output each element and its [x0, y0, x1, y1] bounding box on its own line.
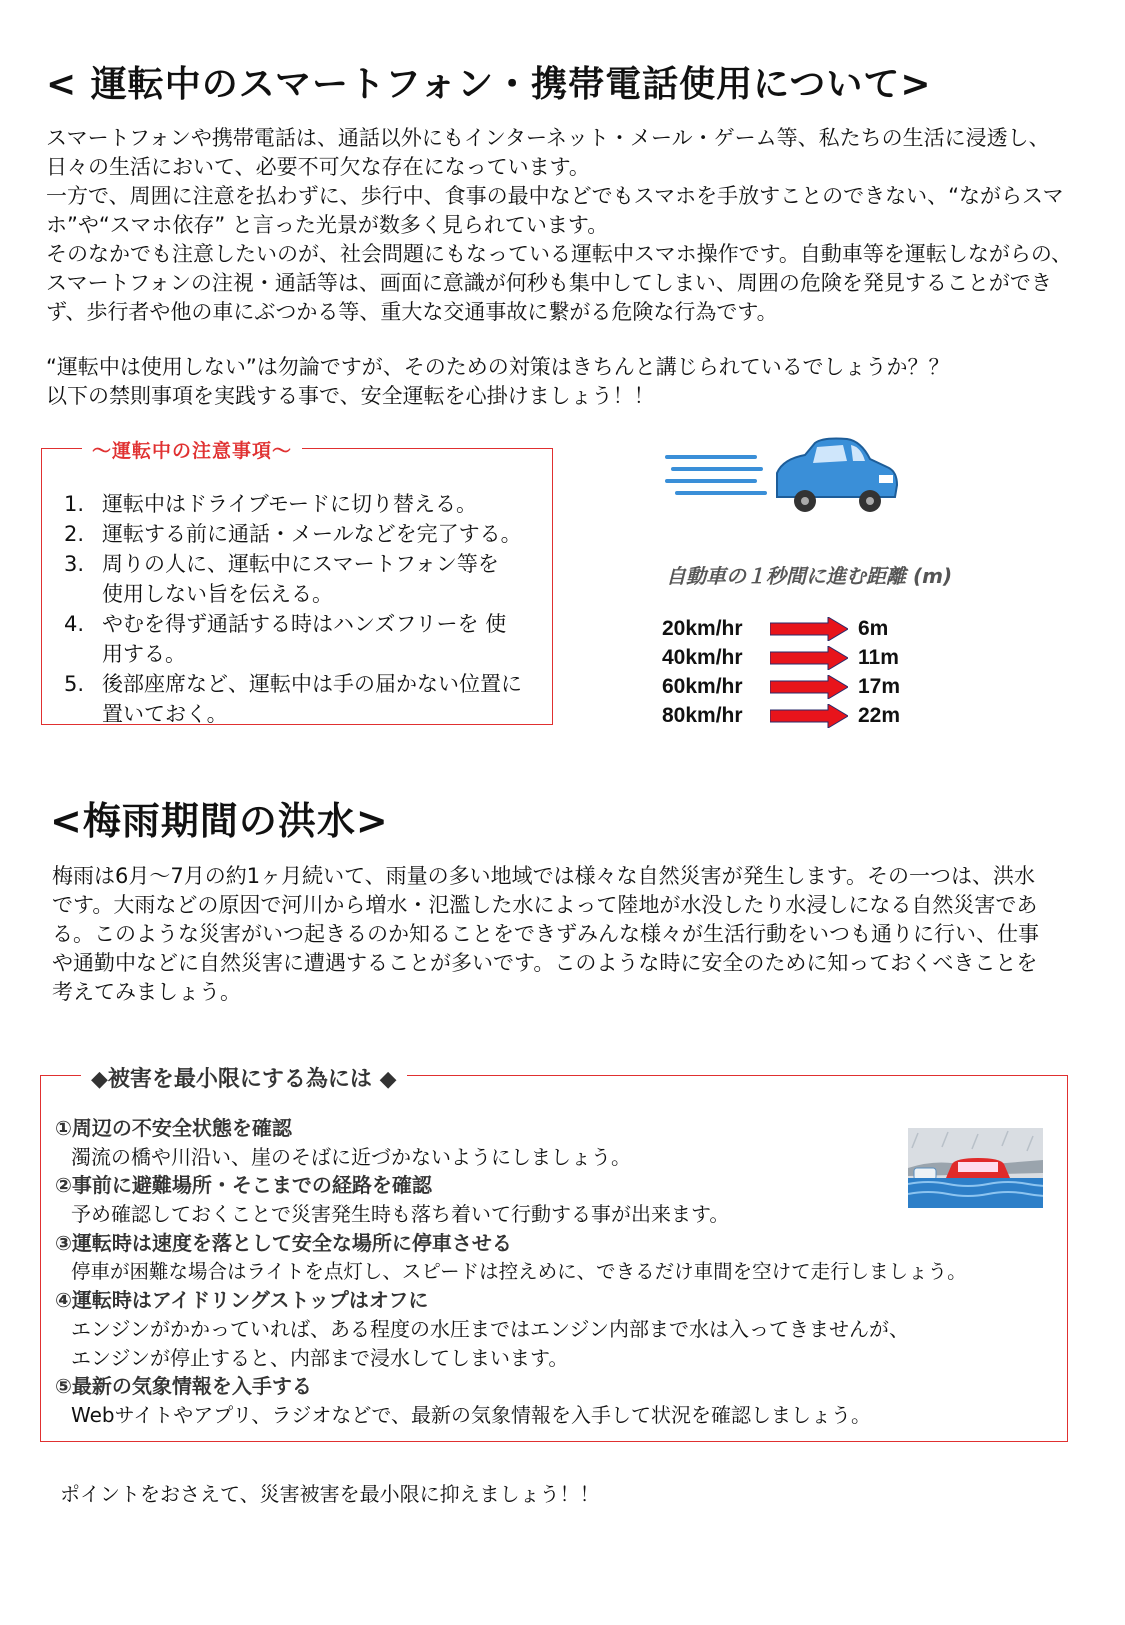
- speed-caption: 自動車の１秒間に進む距離 (m): [666, 564, 953, 588]
- flood-item-body: 予め確認しておくことで災害発生時も落ち着いて行動する事が出来ます。: [71, 1202, 730, 1227]
- intro-paragraph: スマートフォンや携帯電話は、通話以外にもインターネット・メール・ゲーム等、私たちの生活に浸透し、日々の生活において、必要不可欠な存在になっています。: [46, 126, 1050, 179]
- red-arrow-icon: [770, 675, 848, 699]
- closing-text: [46, 353, 1086, 411]
- intro-text: [46, 124, 1086, 327]
- speed-row: [662, 617, 888, 641]
- flood-item-body: 濁流の橋や川沿い、崖のそばに近づかないようにしましょう。: [71, 1144, 631, 1169]
- distance-value: 17m: [858, 675, 901, 698]
- speed-value: 60km/hr: [662, 675, 743, 698]
- distance-value: 6m: [858, 617, 889, 640]
- speed-value: 80km/hr: [662, 704, 743, 727]
- closing-line: 以下の禁則事項を実践する事で、安全運転を心掛けましょう！！: [46, 384, 655, 408]
- section-title-smartphone: < 運転中のスマートフォン・携帯電話使用について>: [46, 64, 932, 105]
- red-arrow-icon: [770, 704, 848, 728]
- closing-line: “運転中は使用しない”は勿論ですが、そのための対策はきちんと講じられているでしょうか？？: [46, 355, 950, 379]
- flood-item-heading: ②事前に避難場所・そこまでの経路を確認: [55, 1173, 432, 1198]
- list-item: 3. 周りの人に、運転中にスマートフォン等を 使用しない旨を伝える。: [64, 552, 499, 606]
- intro-paragraph: 一方で、周囲に注意を払わずに、歩行中、食事の最中などでもスマホを手放すことのできない、“ながらスマホ”や“スマホ依存” と言った光景が数多く見られています。: [46, 184, 1064, 237]
- caution-box-title: ～運転中の注意事項～: [82, 436, 302, 463]
- distance-value: 22m: [858, 704, 901, 727]
- section-title-flood: <梅雨期間の洪水>: [50, 799, 389, 843]
- intro-paragraph: そのなかでも注意したいのが、社会問題にもなっている運転中スマホ操作です。自動車等を運転しながらの、スマートフォンの注視・通話等は、画面に意識が何秒も集中してしまい、周囲の危険を発見することができず、歩行者や他の車にぶつかる等、重大な交通事故に繋がる危険な行為です。: [46, 242, 1073, 324]
- speed-row: [662, 704, 900, 728]
- speed-value: 40km/hr: [662, 646, 743, 669]
- caution-list: [64, 489, 542, 729]
- list-item: 5. 後部座席など、運転中は手の届かない位置に置いておく。: [64, 672, 522, 726]
- flood-item-heading: ③運転時は速度を落として安全な場所に停車させる: [55, 1230, 512, 1255]
- speeding-car-illustration: [665, 437, 900, 522]
- flood-item-heading: ⑤最新の気象情報を入手する: [55, 1374, 312, 1399]
- flood-item-body: エンジンが停止すると、内部まで浸水してしまいます。: [71, 1345, 569, 1370]
- flood-item-heading: ①周辺の不安全状態を確認: [55, 1116, 292, 1140]
- speed-value: 20km/hr: [662, 617, 743, 640]
- flood-intro-text: 梅雨は6月～7月の約1ヶ月続いて、雨量の多い地域では様々な自然災害が発生します。その一つは、洪水です。大雨などの原因で河川から増水・氾濫した水によって陸地が水没したり水浸しになる自然災害である。このような災害がいつ起きるのか知ることをできずみんな様々が生活行動をいつも通りに行い、仕事や通勤中などに自然災害に遭遇することが多いです。このような時に安全のために知っておくべきことを考えてみましょう。: [52, 864, 1039, 1004]
- flood-item-body: Webサイトやアプリ、ラジオなどで、最新の気象情報を入手して状況を確認しましょう。: [71, 1403, 872, 1428]
- footer-message: ポイントをおさえて、災害被害を最小限に抑えましょう！！: [60, 1482, 600, 1506]
- flood-item-body: 停車が困難な場合はライトを点灯し、スピードは控えめに、できるだけ車間を空けて走行しましょう。: [71, 1259, 967, 1283]
- distance-value: 11m: [858, 646, 899, 669]
- red-arrow-icon: [770, 617, 848, 641]
- list-item: 2. 運転する前に通話・メールなどを完了する。: [64, 522, 522, 546]
- list-item: 1. 運転中はドライブモードに切り替える。: [64, 492, 478, 516]
- flooded-car-illustration: [908, 1128, 1043, 1208]
- flood-list: [55, 1114, 967, 1430]
- speed-row: [662, 675, 900, 699]
- flood-box-title: ◆被害を最小限にする為には ◆: [81, 1062, 407, 1093]
- list-item: 4. やむを得ず通話する時はハンズフリーを 使用する。: [64, 612, 507, 666]
- flood-item-body: エンジンがかかっていれば、ある程度の水圧まではエンジン内部まで水は入ってきませんが、: [71, 1316, 909, 1341]
- speed-row: [662, 646, 899, 670]
- caution-box: [41, 440, 553, 726]
- red-arrow-icon: [770, 646, 848, 670]
- flood-item-heading: ④運転時はアイドリングストップはオフに: [55, 1288, 429, 1313]
